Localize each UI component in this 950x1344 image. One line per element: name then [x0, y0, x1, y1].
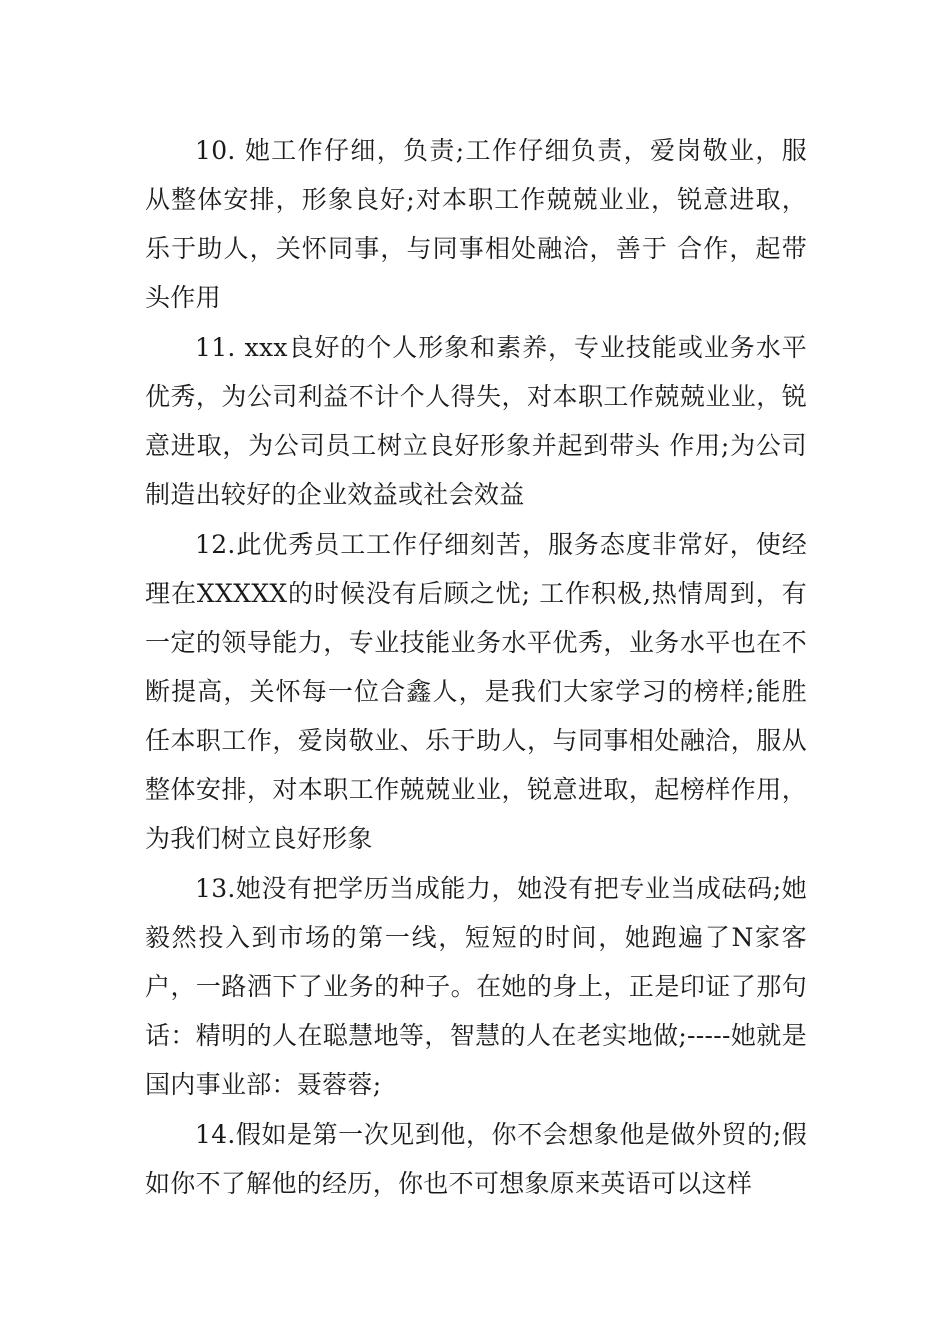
document-body — [145, 126, 807, 1208]
paragraph-12: 12.此优秀员工工作仔细刻苦，服务态度非常好，使经理在XXXXX的时候没有后顾之忧; 工作积极,热情周到，有一定的领导能力，专业技能业务水平优秀，业务水平也在不断提高，关怀每一位合鑫人，是我们大家学习的榜样;能胜任本职工作，爱岗敬业、乐于助人，与同事相处融洽，服从整体安排，对本职工作兢兢业业，锐意进取，起榜样作用，为我们树立良好形象 — [145, 530, 807, 853]
paragraph-10: 10. 她工作仔细，负责;工作仔细负责，爱岗敬业，服从整体安排，形象良好;对本职工作兢兢业业，锐意进取，乐于助人，关怀同事，与同事相处融洽，善于 合作，起带头作用 — [145, 136, 807, 312]
paragraph-11: 11. xxx良好的个人形象和素养，专业技能或业务水平优秀，为公司利益不计个人得失，对本职工作兢兢业业，锐意进取，为公司员工树立良好形象并起到带头 作用;为公司制造出较好的企业效益或社会效益 — [145, 333, 807, 509]
paragraph-13: 13.她没有把学历当成能力，她没有把专业当成砝码;她毅然投入到市场的第一线，短短的时间，她跑遍了N家客户，一路洒下了业务的种子。在她的身上，正是印证了那句话：精明的人在聪慧地等，智慧的人在老实地做;-----她就是国内事业部：聂蓉蓉; — [145, 874, 807, 1099]
paragraph-14: 14.假如是第一次见到他，你不会想象他是做外贸的;假如你不了解他的经历，你也不可想象原来英语可以这样 — [145, 1120, 807, 1198]
